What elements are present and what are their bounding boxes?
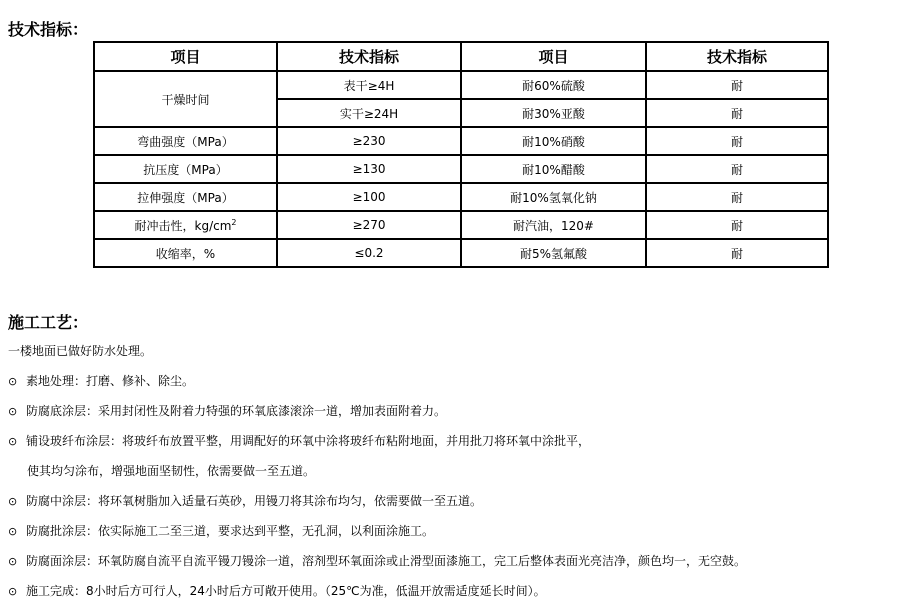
tech-spec-heading: 技术指标： bbox=[8, 20, 89, 39]
bullet-icon: ⊙ bbox=[8, 405, 18, 418]
cell-result: 耐 bbox=[646, 127, 828, 155]
cell-chem: 耐汽油，120# bbox=[461, 211, 646, 239]
cell-result: 耐 bbox=[646, 99, 828, 127]
bullet-icon: ⊙ bbox=[8, 495, 18, 508]
step-text: 防腐中涂层：将环氧树脂加入适量石英砂，用镘刀将其涂布均匀，依需要做一至五道。 bbox=[26, 494, 483, 508]
cell-spec: ≥100 bbox=[277, 183, 461, 211]
header-spec-2: 技术指标 bbox=[646, 42, 828, 71]
cell-chem: 耐10%醋酸 bbox=[461, 155, 646, 183]
cell-spec: ≥230 bbox=[277, 127, 461, 155]
step-continuation: 使其均匀涂布，增强地面坚韧性，依需要做一至五道。 bbox=[27, 464, 316, 478]
header-spec: 技术指标 bbox=[277, 42, 461, 71]
cell-item: 抗压度（MPa） bbox=[94, 155, 277, 183]
step-text: 素地处理：打磨、修补、除尘。 bbox=[26, 374, 195, 388]
header-item-2: 项目 bbox=[461, 42, 646, 71]
spec-table bbox=[93, 41, 829, 268]
bullet-icon: ⊙ bbox=[8, 555, 18, 568]
list-item bbox=[8, 403, 446, 420]
superscript: 2 bbox=[231, 217, 237, 227]
bullet-icon: ⊙ bbox=[8, 525, 18, 538]
process-intro: 一楼地面已做好防水处理。 bbox=[8, 344, 153, 358]
list-item bbox=[8, 553, 746, 570]
list-item bbox=[8, 583, 546, 600]
list-item bbox=[8, 373, 194, 390]
cell-result: 耐 bbox=[646, 71, 828, 99]
bullet-icon: ⊙ bbox=[8, 435, 18, 448]
cell-result: 耐 bbox=[646, 183, 828, 211]
cell-chem: 耐10%硝酸 bbox=[461, 127, 646, 155]
table-row bbox=[94, 239, 828, 267]
step-text: 防腐面涂层：环氧防腐自流平自流平镘刀镘涂一道，溶剂型环氧面涂或止滑型面漆施工，完工后整体表面光亮洁净，颜色均一，无空鼓。 bbox=[26, 554, 747, 568]
step-text: 施工完成：8小时后方可行人，24小时后方可敞开使用。（25℃为准，低温开放需适度延长时间）。 bbox=[26, 584, 546, 598]
list-item bbox=[8, 523, 434, 540]
cell-chem: 耐60%硫酸 bbox=[461, 71, 646, 99]
cell-item: 收缩率，% bbox=[94, 239, 277, 267]
header-item: 项目 bbox=[94, 42, 277, 71]
table-row bbox=[94, 183, 828, 211]
table-header-row bbox=[94, 42, 828, 71]
list-item bbox=[8, 493, 482, 510]
table-row bbox=[94, 211, 828, 239]
list-item bbox=[8, 433, 590, 450]
cell-item bbox=[94, 211, 277, 239]
cell-spec: ≤0.2 bbox=[277, 239, 461, 267]
bullet-icon: ⊙ bbox=[8, 585, 18, 598]
step-text: 铺设玻纤布涂层：将玻纤布放置平整，用调配好的环氧中涂将玻纤布粘附地面，并用批刀将环氧中涂批平， bbox=[26, 434, 591, 448]
step-text: 防腐批涂层：依实际施工二至三道，要求达到平整，无孔洞，以利面涂施工。 bbox=[26, 524, 435, 538]
cell-result: 耐 bbox=[646, 239, 828, 267]
cell-spec: ≥270 bbox=[277, 211, 461, 239]
cell-chem: 耐30%亚酸 bbox=[461, 99, 646, 127]
cell-chem: 耐10%氢氧化钠 bbox=[461, 183, 646, 211]
cell-spec: ≥130 bbox=[277, 155, 461, 183]
cell-item: 干燥时间 bbox=[94, 71, 277, 127]
cell-item-text: 耐冲击性，kg/cm bbox=[134, 218, 232, 233]
bullet-icon: ⊙ bbox=[8, 375, 18, 388]
cell-spec: 实干≥24H bbox=[277, 99, 461, 127]
table-row bbox=[94, 155, 828, 183]
cell-item: 拉伸强度（MPa） bbox=[94, 183, 277, 211]
cell-result: 耐 bbox=[646, 211, 828, 239]
process-heading: 施工工艺： bbox=[8, 313, 89, 332]
cell-item: 弯曲强度（MPa） bbox=[94, 127, 277, 155]
step-text: 防腐底涂层：采用封闭性及附着力特强的环氧底漆滚涂一道，增加表面附着力。 bbox=[26, 404, 447, 418]
table-row bbox=[94, 127, 828, 155]
table-row bbox=[94, 71, 828, 99]
cell-chem: 耐5%氢氟酸 bbox=[461, 239, 646, 267]
cell-result: 耐 bbox=[646, 155, 828, 183]
cell-spec: 表干≥4H bbox=[277, 71, 461, 99]
